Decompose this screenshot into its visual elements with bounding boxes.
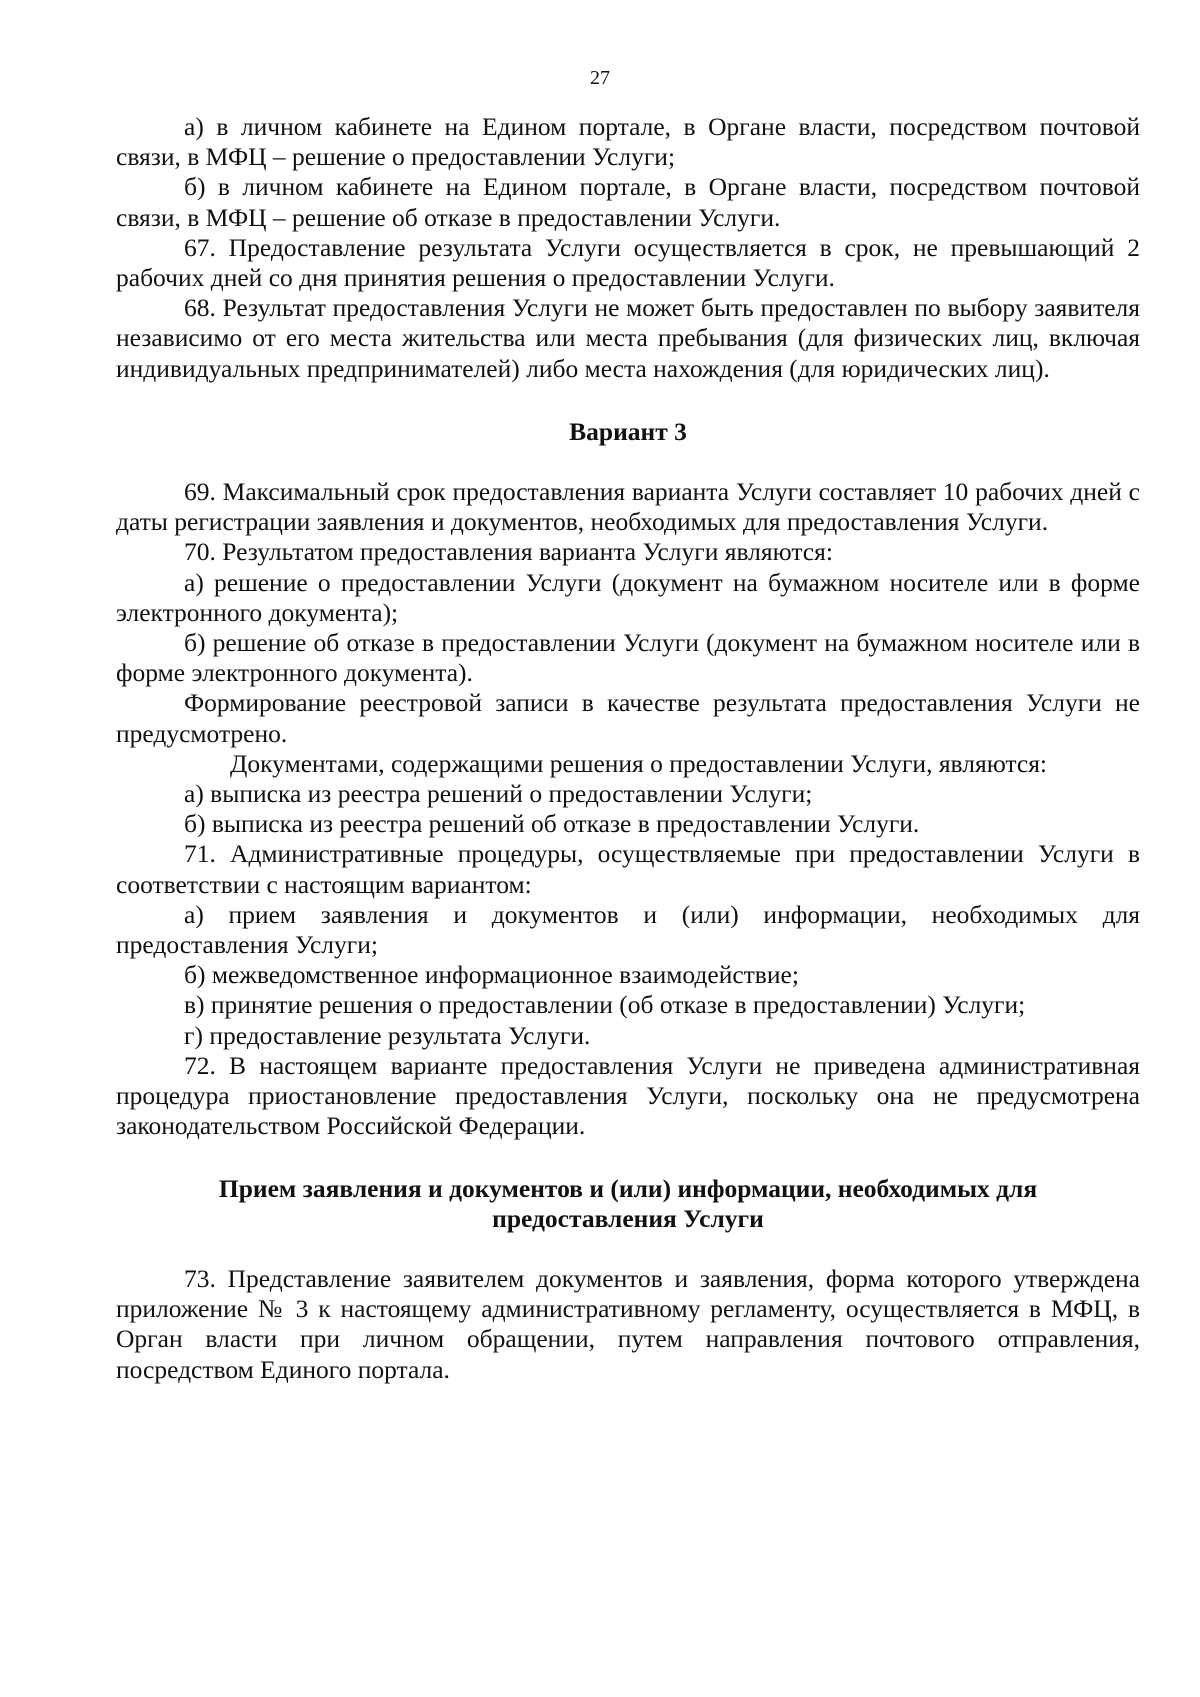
paragraph-71-d: г) предоставление результата Услуги.	[184, 1020, 591, 1050]
paragraph-extract-a: а) выписка из реестра решений о предоставлении Услуги;	[184, 779, 813, 809]
paragraph-69: 69. Максимальный срок предоставления варианта Услуги составляет 10 рабочих дней с даты регистрации заявления и документов, необходимых для предоставления Услуги.	[116, 477, 1140, 537]
paragraph-72: 72. В настоящем варианте предоставления Услуги не приведена административная процедура приостановление предоставления Услуги, поскольку она не предусмотрена законодательством Российской Федерации.	[116, 1050, 1140, 1141]
paragraph-71-b: б) межведомственное информационное взаимодействие;	[184, 960, 799, 990]
paragraph-b-result-refused: б) в личном кабинете на Едином портале, в Органе власти, посредством почтовой связи, в МФЦ – решение об отказе в предоставлении Услуги.	[116, 172, 1140, 232]
paragraph-70-a: а) решение о предоставлении Услуги (документ на бумажном носителе или в форме электронного документа);	[116, 567, 1140, 627]
section-heading-variant-3: Вариант 3	[569, 416, 687, 446]
paragraph-70-b: б) решение об отказе в предоставлении Услуги (документ на бумажном носителе или в форме электронного документа).	[116, 628, 1140, 688]
section-heading-line-1: Прием заявления и документов и (или) информации, необходимых для	[218, 1173, 1038, 1203]
paragraph-71-c: в) принятие решения о предоставлении (об отказе в предоставлении) Услуги;	[184, 990, 1026, 1020]
spacer	[116, 1234, 1140, 1264]
spacer	[116, 447, 1140, 477]
section-heading-application-intake	[116, 1174, 1140, 1234]
paragraph-a-result-granted: а) в личном кабинете на Едином портале, в Органе власти, посредством почтовой связи, в МФЦ – решение о предоставлении Услуги;	[116, 112, 1140, 172]
paragraph-extract-b: б) выписка из реестра решений об отказе в предоставлении Услуги.	[184, 809, 920, 839]
spacer	[116, 384, 1140, 417]
paragraph-registry-record: Формирование реестровой записи в качестве результата предоставления Услуги не предусмотрено.	[116, 688, 1140, 748]
paragraph-70: 70. Результатом предоставления варианта Услуги являются:	[184, 537, 833, 567]
paragraph-67: 67. Предоставление результата Услуги осуществляется в срок, не превышающий 2 рабочих дней со дня принятия решения о предоставлении Услуги.	[116, 232, 1140, 293]
spacer	[116, 1142, 1140, 1174]
paragraph-71: 71. Административные процедуры, осуществляемые при предоставлении Услуги в соответствии с настоящим вариантом:	[116, 839, 1140, 899]
paragraph-71-a: а) прием заявления и документов и (или) информации, необходимых для предоставления Услуги;	[116, 899, 1140, 960]
paragraph-73: 73. Представление заявителем документов и заявления, форма которого утверждена приложение № 3 к настоящему административному регламенту, осуществляется в МФЦ, в Орган власти при личном обращении, путем направления почтового отправления, посредством Единого портала.	[116, 1263, 1140, 1384]
paragraph-68: 68. Результат предоставления Услуги не может быть предоставлен по выбору заявителя независимо от его места жительства или места пребывания (для физических лиц, включая индивидуальных предпринимателей) либо места нахождения (для юридических лиц).	[116, 293, 1140, 383]
paragraph-decision-documents: Документами, содержащими решения о предоставлении Услуги, являются:	[230, 748, 1048, 778]
section-heading-line-2: предоставления Услуги	[492, 1203, 764, 1233]
document-body	[116, 112, 1140, 1385]
page-number: 27	[590, 67, 610, 89]
